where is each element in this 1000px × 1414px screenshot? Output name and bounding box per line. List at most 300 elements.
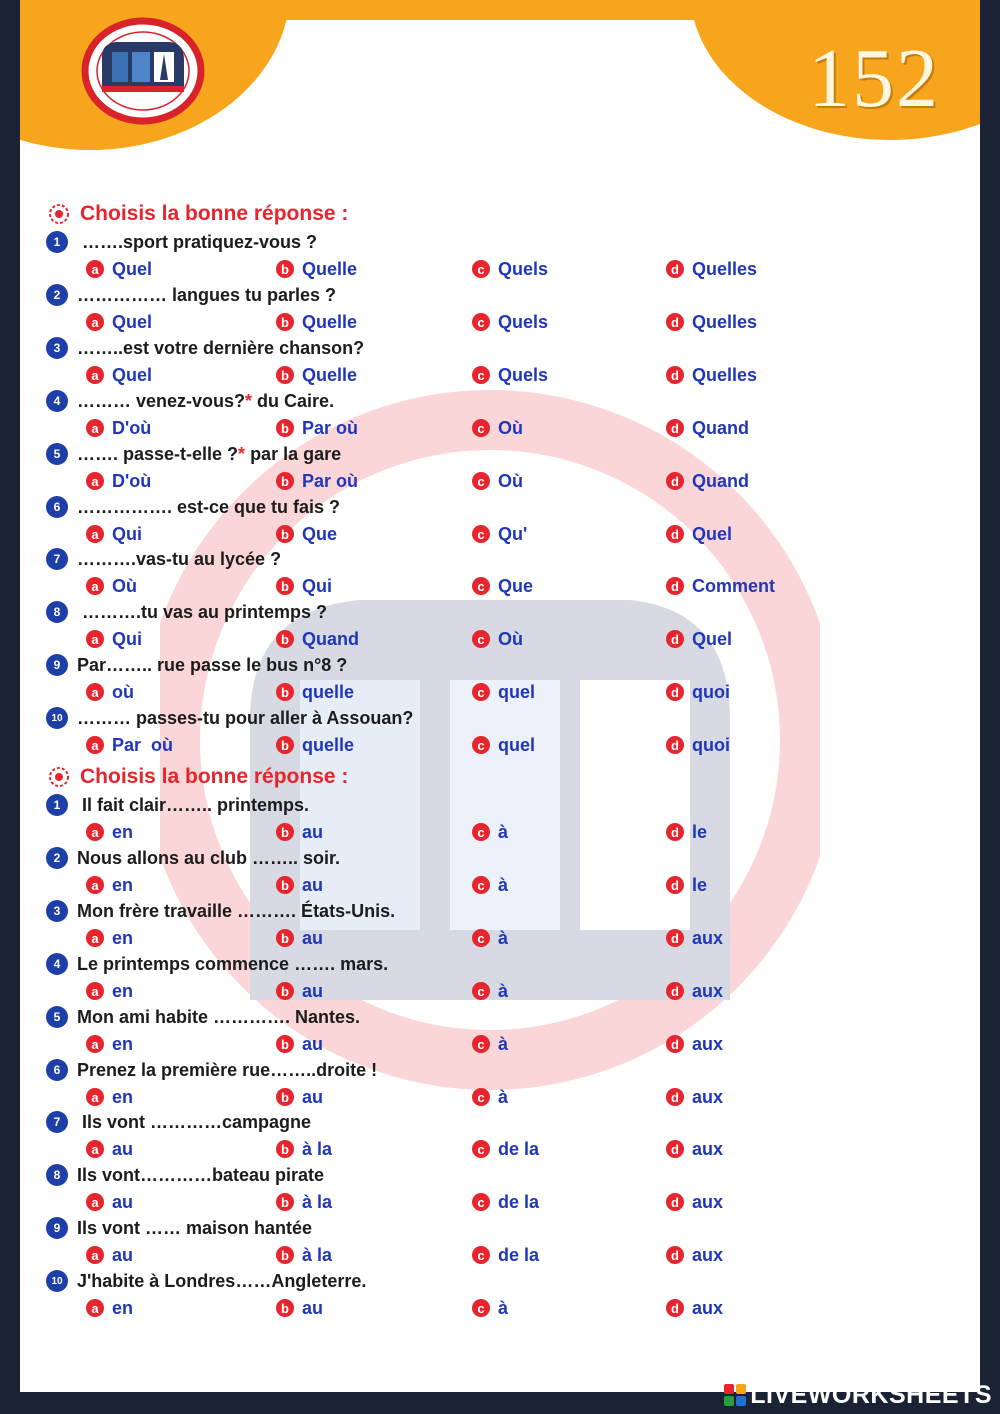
option-a[interactable] xyxy=(86,679,134,705)
option-letter-c-icon: c xyxy=(472,1299,490,1317)
question-text: …………… langues tu parles ? xyxy=(77,284,337,305)
option-letter-a-icon: a xyxy=(86,1035,104,1053)
option-letter-b-icon: b xyxy=(276,1140,294,1158)
option-label: au xyxy=(302,980,324,1001)
option-a[interactable] xyxy=(86,468,151,494)
option-a[interactable] xyxy=(86,415,151,441)
option-letter-b-icon: b xyxy=(276,1299,294,1317)
question-text: Ils vont …… maison hantée xyxy=(77,1217,313,1238)
option-letter-b-icon: b xyxy=(276,683,294,701)
option-letter-c-icon: c xyxy=(472,577,490,595)
option-d[interactable] xyxy=(666,1084,723,1110)
option-letter-d-icon: d xyxy=(666,929,684,947)
option-label: au xyxy=(302,874,324,895)
options-row xyxy=(20,415,980,441)
option-d[interactable] xyxy=(666,1242,723,1268)
question-text: ……….vas-tu au lycée ? xyxy=(77,548,282,569)
question-text: Ils vont …………campagne xyxy=(77,1111,312,1132)
option-label: aux xyxy=(692,1244,724,1265)
option-a[interactable] xyxy=(86,626,142,652)
option-letter-c-icon: c xyxy=(472,1035,490,1053)
option-letter-c-icon: c xyxy=(472,1140,490,1158)
option-c[interactable] xyxy=(472,1031,508,1057)
option-letter-a-icon: a xyxy=(86,1299,104,1317)
options-row xyxy=(20,626,980,652)
option-c[interactable] xyxy=(472,819,508,845)
question-number: 2 xyxy=(46,284,68,306)
option-letter-b-icon: b xyxy=(276,876,294,894)
option-letter-a-icon: a xyxy=(86,1140,104,1158)
option-label: Quelle xyxy=(302,311,358,332)
option-letter-b-icon: b xyxy=(276,630,294,648)
option-label: au xyxy=(302,927,324,948)
option-d[interactable] xyxy=(666,626,732,652)
option-c[interactable] xyxy=(472,925,508,951)
options-row xyxy=(20,1189,980,1215)
option-letter-a-icon: a xyxy=(86,525,104,543)
option-letter-d-icon: d xyxy=(666,1193,684,1211)
option-letter-a-icon: a xyxy=(86,929,104,947)
option-letter-d-icon: d xyxy=(666,313,684,331)
question-text: ……… venez-vous? xyxy=(77,390,246,411)
options-row xyxy=(20,521,980,547)
option-letter-b-icon: b xyxy=(276,1088,294,1106)
option-d[interactable] xyxy=(666,415,749,441)
option-label: Qui xyxy=(112,523,142,544)
option-letter-d-icon: d xyxy=(666,1035,684,1053)
option-letter-a-icon: a xyxy=(86,577,104,595)
option-a[interactable] xyxy=(86,819,133,845)
option-b[interactable] xyxy=(276,679,354,705)
question-row xyxy=(46,1215,312,1241)
option-label: quoi xyxy=(692,734,730,755)
option-a[interactable] xyxy=(86,521,142,547)
question-text: ……….tu vas au printemps ? xyxy=(77,601,328,622)
option-d[interactable] xyxy=(666,521,732,547)
question-row xyxy=(46,546,281,572)
question-row xyxy=(46,1268,366,1294)
liveworksheets-watermark xyxy=(724,1378,992,1412)
option-letter-b-icon: b xyxy=(276,1193,294,1211)
option-d[interactable] xyxy=(666,1031,723,1057)
option-label: aux xyxy=(692,1297,724,1318)
option-c[interactable] xyxy=(472,679,535,705)
option-label: Par où xyxy=(302,470,359,491)
option-label: aux xyxy=(692,980,724,1001)
section-title-text: Choisis la bonne réponse : xyxy=(80,765,349,788)
option-d[interactable] xyxy=(666,819,707,845)
option-letter-d-icon: d xyxy=(666,525,684,543)
option-label: à xyxy=(498,1033,509,1054)
option-label: aux xyxy=(692,1138,724,1159)
option-b[interactable] xyxy=(276,1031,323,1057)
options-row xyxy=(20,1031,980,1057)
asterisk-icon: * xyxy=(238,443,246,464)
option-letter-c-icon: c xyxy=(472,876,490,894)
option-d[interactable] xyxy=(666,468,749,494)
option-letter-c-icon: c xyxy=(472,419,490,437)
option-a[interactable] xyxy=(86,978,133,1004)
option-b[interactable] xyxy=(276,872,323,898)
question-text: Mon ami habite …………. Nantes. xyxy=(77,1006,361,1027)
option-label: au xyxy=(112,1138,134,1159)
question-text: Il fait clair…….. printemps. xyxy=(77,794,310,815)
options-row xyxy=(20,573,980,599)
option-a[interactable] xyxy=(86,1295,133,1321)
option-a[interactable] xyxy=(86,925,133,951)
options-row xyxy=(20,309,980,335)
options-row xyxy=(20,256,980,282)
section-title xyxy=(48,200,348,228)
option-letter-c-icon: c xyxy=(472,1088,490,1106)
question-number: 2 xyxy=(46,847,68,869)
option-letter-a-icon: a xyxy=(86,419,104,437)
option-label: à xyxy=(498,821,509,842)
option-label: à xyxy=(498,927,509,948)
question-text: Mon frère travaille ………. États-Unis. xyxy=(77,900,396,921)
section-title-text: Choisis la bonne réponse : xyxy=(80,202,349,225)
option-label: où xyxy=(112,681,134,702)
option-letter-c-icon: c xyxy=(472,313,490,331)
question-number: 3 xyxy=(46,337,68,359)
question-text: Ils vont…………bateau pirate xyxy=(77,1164,325,1185)
option-b[interactable] xyxy=(276,521,337,547)
option-a[interactable] xyxy=(86,1189,133,1215)
option-a[interactable] xyxy=(86,1084,133,1110)
question-row xyxy=(46,1162,324,1188)
option-c[interactable] xyxy=(472,732,535,758)
question-number: 1 xyxy=(46,231,68,253)
question-number: 3 xyxy=(46,900,68,922)
option-a[interactable] xyxy=(86,362,152,388)
question-row xyxy=(46,1109,311,1135)
option-letter-d-icon: d xyxy=(666,472,684,490)
option-b[interactable] xyxy=(276,925,323,951)
options-row xyxy=(20,732,980,758)
option-label: en xyxy=(112,980,134,1001)
option-d[interactable] xyxy=(666,573,775,599)
question-text: Prenez la première rue……..droite ! xyxy=(77,1059,378,1080)
question-row xyxy=(46,494,340,520)
options-row xyxy=(20,1084,980,1110)
option-letter-d-icon: d xyxy=(666,1140,684,1158)
option-letter-c-icon: c xyxy=(472,366,490,384)
question-text: Le printemps commence ……. mars. xyxy=(77,953,389,974)
option-label: Quand xyxy=(302,628,359,649)
options-row xyxy=(20,819,980,845)
option-letter-d-icon: d xyxy=(666,736,684,754)
question-row xyxy=(46,951,388,977)
question-number: 9 xyxy=(46,654,68,676)
option-letter-a-icon: a xyxy=(86,1246,104,1264)
options-row xyxy=(20,925,980,951)
option-a[interactable] xyxy=(86,573,137,599)
option-label: Quel xyxy=(692,523,733,544)
option-letter-c-icon: c xyxy=(472,472,490,490)
option-letter-b-icon: b xyxy=(276,736,294,754)
option-label: aux xyxy=(692,1033,724,1054)
option-letter-c-icon: c xyxy=(472,929,490,947)
question-number: 5 xyxy=(46,443,68,465)
question-row xyxy=(46,599,327,625)
option-c[interactable] xyxy=(472,626,523,652)
option-b[interactable] xyxy=(276,1136,332,1162)
options-row xyxy=(20,1136,980,1162)
question-number: 7 xyxy=(46,1111,68,1133)
option-label: Quel xyxy=(112,364,153,385)
option-label: au xyxy=(302,1086,324,1107)
option-a[interactable] xyxy=(86,1242,133,1268)
question-row xyxy=(46,792,309,818)
option-label: en xyxy=(112,1086,134,1107)
option-label: à la xyxy=(302,1138,333,1159)
option-a[interactable] xyxy=(86,872,133,898)
option-c[interactable] xyxy=(472,256,548,282)
option-c[interactable] xyxy=(472,309,548,335)
question-text: ……………. est-ce que tu fais ? xyxy=(77,496,341,517)
worksheet-page xyxy=(20,0,980,1392)
question-text: ……. passe-t-elle ? xyxy=(77,443,239,464)
option-letter-a-icon: a xyxy=(86,1193,104,1211)
options-row xyxy=(20,362,980,388)
option-b[interactable] xyxy=(276,309,357,335)
option-letter-a-icon: a xyxy=(86,982,104,1000)
option-letter-b-icon: b xyxy=(276,260,294,278)
option-label: aux xyxy=(692,927,724,948)
option-label: de la xyxy=(498,1138,540,1159)
question-row xyxy=(46,898,395,924)
option-a[interactable] xyxy=(86,256,152,282)
option-label: Où xyxy=(498,628,523,649)
option-c[interactable] xyxy=(472,1136,539,1162)
question-number: 10 xyxy=(46,1270,68,1292)
option-a[interactable] xyxy=(86,732,173,758)
question-row xyxy=(46,1057,377,1083)
question-text: …….sport pratiquez-vous ? xyxy=(77,231,318,252)
option-b[interactable] xyxy=(276,415,358,441)
option-b[interactable] xyxy=(276,1084,323,1110)
question-hint: par la gare xyxy=(245,443,342,464)
option-label: à xyxy=(498,980,509,1001)
option-d[interactable] xyxy=(666,1136,723,1162)
option-label: Que xyxy=(498,575,534,596)
option-label: Quand xyxy=(692,470,749,491)
question-row xyxy=(46,845,340,871)
question-number: 4 xyxy=(46,390,68,412)
question-number: 10 xyxy=(46,707,68,729)
option-label: Qu' xyxy=(498,523,528,544)
option-label: au xyxy=(302,1297,324,1318)
question-text: Nous allons au club …….. soir. xyxy=(77,847,341,868)
option-b[interactable] xyxy=(276,732,354,758)
question-row xyxy=(46,229,317,255)
option-letter-c-icon: c xyxy=(472,1193,490,1211)
option-b[interactable] xyxy=(276,1295,323,1321)
option-d[interactable] xyxy=(666,256,757,282)
liveworksheets-icon xyxy=(724,1384,746,1406)
option-b[interactable] xyxy=(276,1189,332,1215)
option-letter-a-icon: a xyxy=(86,683,104,701)
options-row xyxy=(20,872,980,898)
option-d[interactable] xyxy=(666,978,723,1004)
question-hint: du Caire. xyxy=(252,390,335,411)
page-number: 152 xyxy=(808,32,940,125)
option-label: Quelle xyxy=(302,364,358,385)
asterisk-icon: * xyxy=(245,390,253,411)
option-letter-b-icon: b xyxy=(276,313,294,331)
option-letter-b-icon: b xyxy=(276,419,294,437)
question-number: 8 xyxy=(46,601,68,623)
question-number: 9 xyxy=(46,1217,68,1239)
option-label: Qui xyxy=(302,575,332,596)
option-a[interactable] xyxy=(86,309,152,335)
option-label: Quand xyxy=(692,417,749,438)
option-label: quelle xyxy=(302,681,355,702)
option-label: en xyxy=(112,927,134,948)
options-row xyxy=(20,978,980,1004)
option-label: aux xyxy=(692,1086,724,1107)
option-letter-d-icon: d xyxy=(666,1246,684,1264)
option-label: Où xyxy=(498,470,523,491)
option-c[interactable] xyxy=(472,573,533,599)
option-label: Quel xyxy=(692,628,733,649)
option-label: Quelles xyxy=(692,311,758,332)
option-letter-a-icon: a xyxy=(86,313,104,331)
option-letter-c-icon: c xyxy=(472,525,490,543)
liveworksheets-label: LIVEWORKSHEETS xyxy=(750,1380,992,1409)
option-c[interactable] xyxy=(472,362,548,388)
option-letter-c-icon: c xyxy=(472,260,490,278)
section-title xyxy=(48,763,348,791)
flower-icon xyxy=(48,203,70,225)
option-letter-a-icon: a xyxy=(86,366,104,384)
option-label: à xyxy=(498,874,509,895)
option-label: à la xyxy=(302,1191,333,1212)
option-c[interactable] xyxy=(472,1084,508,1110)
question-text: ……..est votre dernière chanson? xyxy=(77,337,365,358)
worksheet-content xyxy=(20,0,980,1392)
option-label: Par où xyxy=(302,417,359,438)
option-letter-d-icon: d xyxy=(666,630,684,648)
flower-icon xyxy=(48,766,70,788)
question-row xyxy=(46,652,347,678)
options-row xyxy=(20,679,980,705)
options-row xyxy=(20,1242,980,1268)
option-label: le xyxy=(692,821,708,842)
question-text: Par…….. rue passe le bus n°8 ? xyxy=(77,654,348,675)
option-c[interactable] xyxy=(472,521,527,547)
option-label: au xyxy=(302,821,324,842)
option-b[interactable] xyxy=(276,468,358,494)
option-d[interactable] xyxy=(666,1295,723,1321)
question-text: J'habite à Londres……Angleterre. xyxy=(77,1270,367,1291)
option-b[interactable] xyxy=(276,256,357,282)
option-label: Quelles xyxy=(692,258,758,279)
question-text: ……… passes-tu pour aller à Assouan? xyxy=(77,707,414,728)
option-c[interactable] xyxy=(472,1242,539,1268)
option-letter-c-icon: c xyxy=(472,683,490,701)
option-b[interactable] xyxy=(276,626,359,652)
option-label: quoi xyxy=(692,681,730,702)
option-letter-b-icon: b xyxy=(276,366,294,384)
question-number: 8 xyxy=(46,1164,68,1186)
option-b[interactable] xyxy=(276,1242,332,1268)
option-b[interactable] xyxy=(276,362,357,388)
option-label: en xyxy=(112,1297,134,1318)
question-number: 1 xyxy=(46,794,68,816)
option-b[interactable] xyxy=(276,573,332,599)
option-letter-c-icon: c xyxy=(472,736,490,754)
option-label: Où xyxy=(112,575,137,596)
option-c[interactable] xyxy=(472,415,523,441)
option-label: en xyxy=(112,874,134,895)
option-letter-c-icon: c xyxy=(472,982,490,1000)
option-c[interactable] xyxy=(472,1189,539,1215)
question-number: 6 xyxy=(46,1059,68,1081)
option-letter-d-icon: d xyxy=(666,419,684,437)
option-d[interactable] xyxy=(666,925,723,951)
option-letter-b-icon: b xyxy=(276,1035,294,1053)
option-label: Quel xyxy=(112,258,153,279)
option-letter-b-icon: b xyxy=(276,982,294,1000)
option-letter-b-icon: b xyxy=(276,525,294,543)
option-d[interactable] xyxy=(666,362,757,388)
question-row xyxy=(46,388,334,414)
option-label: Qui xyxy=(112,628,142,649)
option-letter-d-icon: d xyxy=(666,683,684,701)
question-row xyxy=(46,335,364,361)
option-label: quelle xyxy=(302,734,355,755)
option-letter-d-icon: d xyxy=(666,1088,684,1106)
option-d[interactable] xyxy=(666,1189,723,1215)
option-label: Comment xyxy=(692,575,776,596)
option-d[interactable] xyxy=(666,732,730,758)
option-label: Quels xyxy=(498,364,549,385)
option-a[interactable] xyxy=(86,1136,133,1162)
question-row xyxy=(46,441,341,467)
option-label: en xyxy=(112,1033,134,1054)
option-c[interactable] xyxy=(472,978,508,1004)
option-label: D'où xyxy=(112,470,152,491)
option-c[interactable] xyxy=(472,872,508,898)
option-letter-b-icon: b xyxy=(276,823,294,841)
option-label: quel xyxy=(498,681,536,702)
option-letter-a-icon: a xyxy=(86,472,104,490)
option-c[interactable] xyxy=(472,468,523,494)
option-letter-a-icon: a xyxy=(86,630,104,648)
options-row xyxy=(20,1295,980,1321)
option-label: au xyxy=(302,1033,324,1054)
option-label: Où xyxy=(498,417,523,438)
options-row xyxy=(20,468,980,494)
option-letter-a-icon: a xyxy=(86,823,104,841)
option-letter-a-icon: a xyxy=(86,876,104,894)
option-d[interactable] xyxy=(666,679,730,705)
option-label: au xyxy=(112,1244,134,1265)
option-letter-d-icon: d xyxy=(666,823,684,841)
option-c[interactable] xyxy=(472,1295,508,1321)
option-label: de la xyxy=(498,1191,540,1212)
option-b[interactable] xyxy=(276,978,323,1004)
option-label: D'où xyxy=(112,417,152,438)
option-d[interactable] xyxy=(666,309,757,335)
option-label: quel xyxy=(498,734,536,755)
option-b[interactable] xyxy=(276,819,323,845)
option-label: Quels xyxy=(498,258,549,279)
option-a[interactable] xyxy=(86,1031,133,1057)
option-d[interactable] xyxy=(666,872,707,898)
option-label: aux xyxy=(692,1191,724,1212)
